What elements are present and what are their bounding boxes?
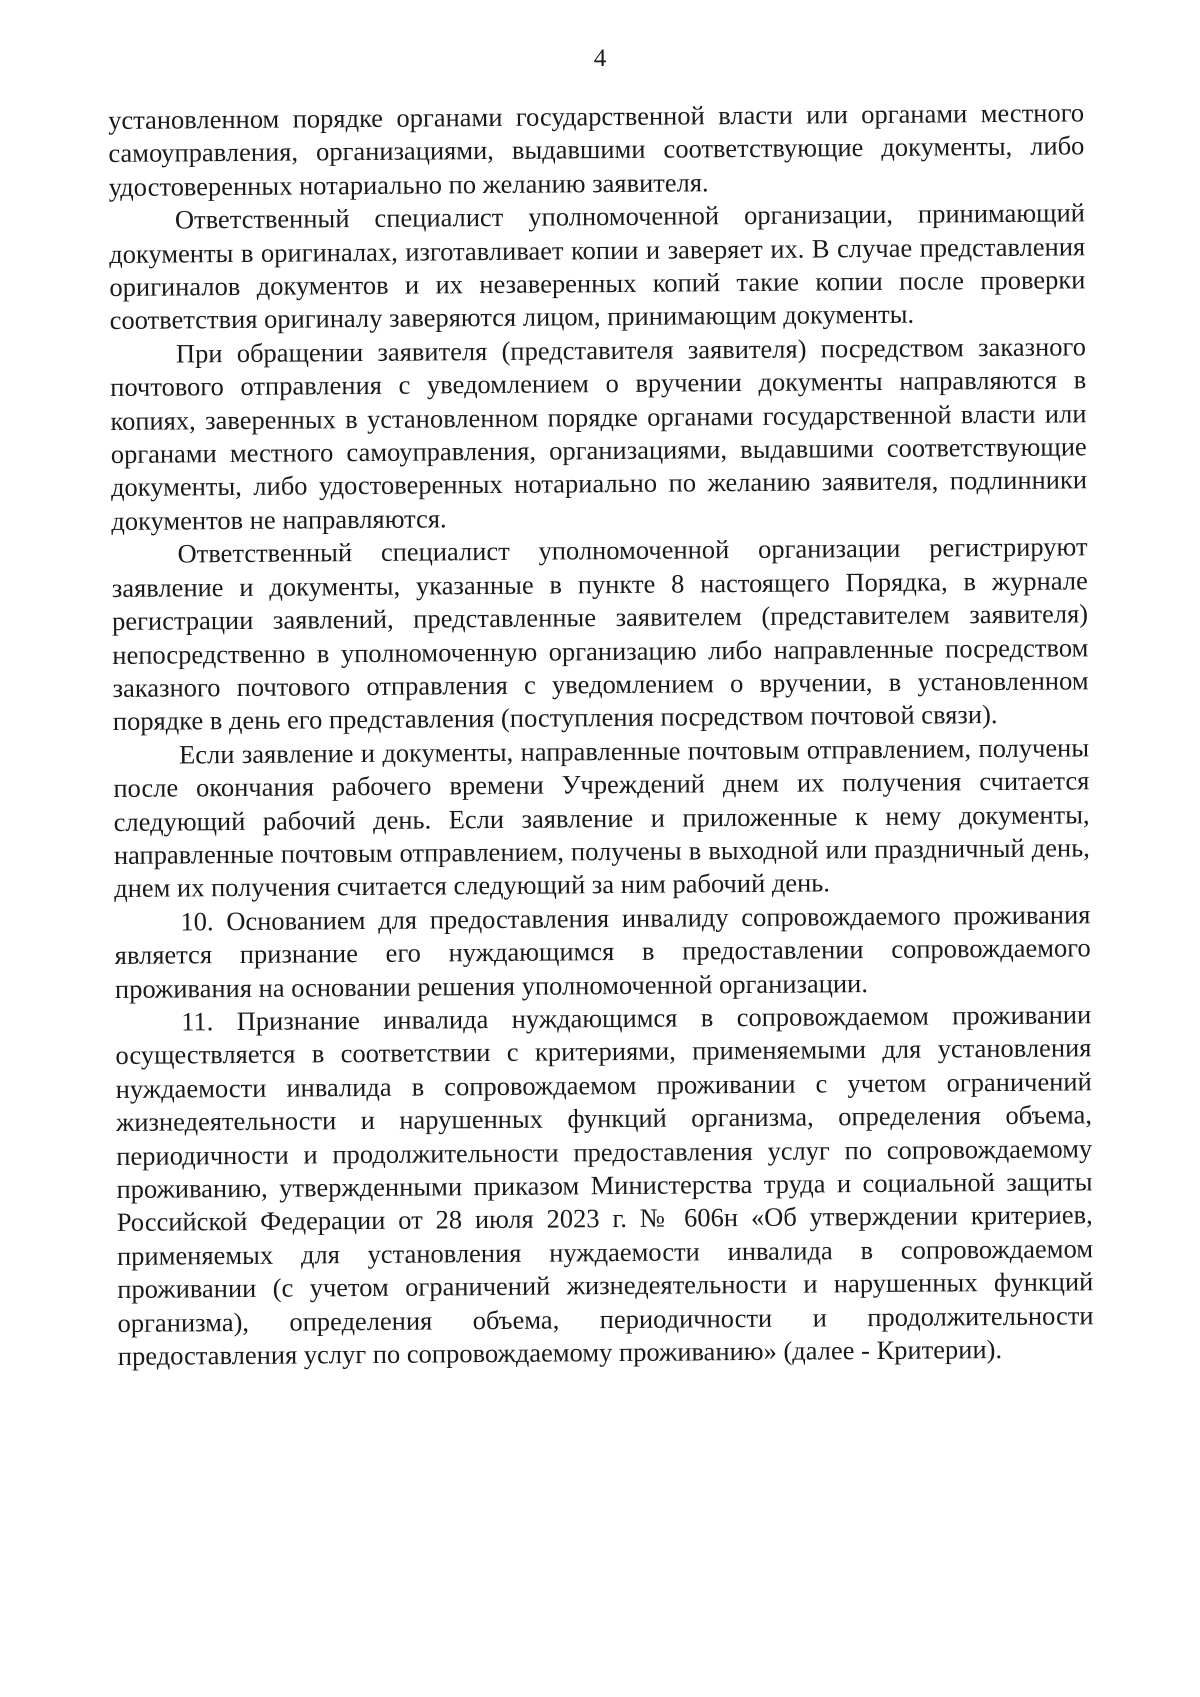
clause-11: 11. Признание инвалида нуждающимся в сопровождаемом проживании осуществляется в соответствии с критериями, применяемыми для установления нуждаемости инвалида в сопровождаемом проживании с учетом ограничений жизнедеятельности и нарушенных функций организма, определения объема, периодичности и продолжительности предоставления услуг по сопровождаемому проживанию, утвержденными приказом Министерства труда и социальной защиты Российской Федерации от 28 июля 2023 г. № 606н «Об утверждении критериев, применяемых для установления нуждаемости инвалида в сопровождаемом проживании (с учетом ограничений жизнедеятельности и нарушенных функций организма), определения объема, периодичности и продолжительности предоставления услуг по сопровождаемому проживанию» (далее - Критерии). — [115, 999, 1094, 1371]
paragraph-continuation: установленном порядке органами государственной власти или органами местного самоуправления, организациями, выдавшими соответствующие документы, либо удостоверенных нотариально по желанию заявителя. — [108, 97, 1085, 202]
page-number: 4 — [593, 45, 607, 72]
paragraph-registration: Ответственный специалист уполномоченной организации регистрируют заявление и документы, указанные в пункте 8 настоящего Порядка, в журнале регистрации заявлений, представленные заявителем (представителем заявителя) непосредственно в уполномоченную организацию либо направленные посредством заказного почтового отправления с уведомлением о вручении, в установленном порядке в день его представления (поступления посредством почтовой связи). — [111, 531, 1089, 737]
paragraph-receipt-date: Если заявление и документы, направленные почтовым отправлением, получены после окончания рабочего времени Учреждений днем их получения считается следующий рабочий день. Если заявление и приложенные к нему документы, направленные почтовым отправлением, получены в выходной или праздничный день, днем их получения считается следующий за ним рабочий день. — [113, 732, 1090, 904]
document-body — [108, 96, 1094, 1373]
paragraph-postal-submission: При обращении заявителя (представителя заявителя) посредством заказного почтового отправления с уведомлением о вручении документы направляются в копиях, заверенных в установленном порядке органами государственной власти или органами местного самоуправления, организациями, выдавшими соответствующие документы, либо удостоверенных нотариально по желанию заявителя, подлинники документов не направляются. — [110, 331, 1088, 536]
clause-10: 10. Основанием для предоставления инвалиду сопровождаемого проживания является признание его нуждающимся в предоставлении сопровождаемого проживания на основании решения уполномоченной организации. — [114, 899, 1091, 1004]
paragraph-specialist-copies: Ответственный специалист уполномоченной организации, принимающий документы в оригиналах, изготавливает копии и заверяет их. В случае представления оригиналов документов и их незаверенных копий такие копии после проверки соответствия оригиналу заверяются лицом, принимающим документы. — [109, 197, 1086, 336]
